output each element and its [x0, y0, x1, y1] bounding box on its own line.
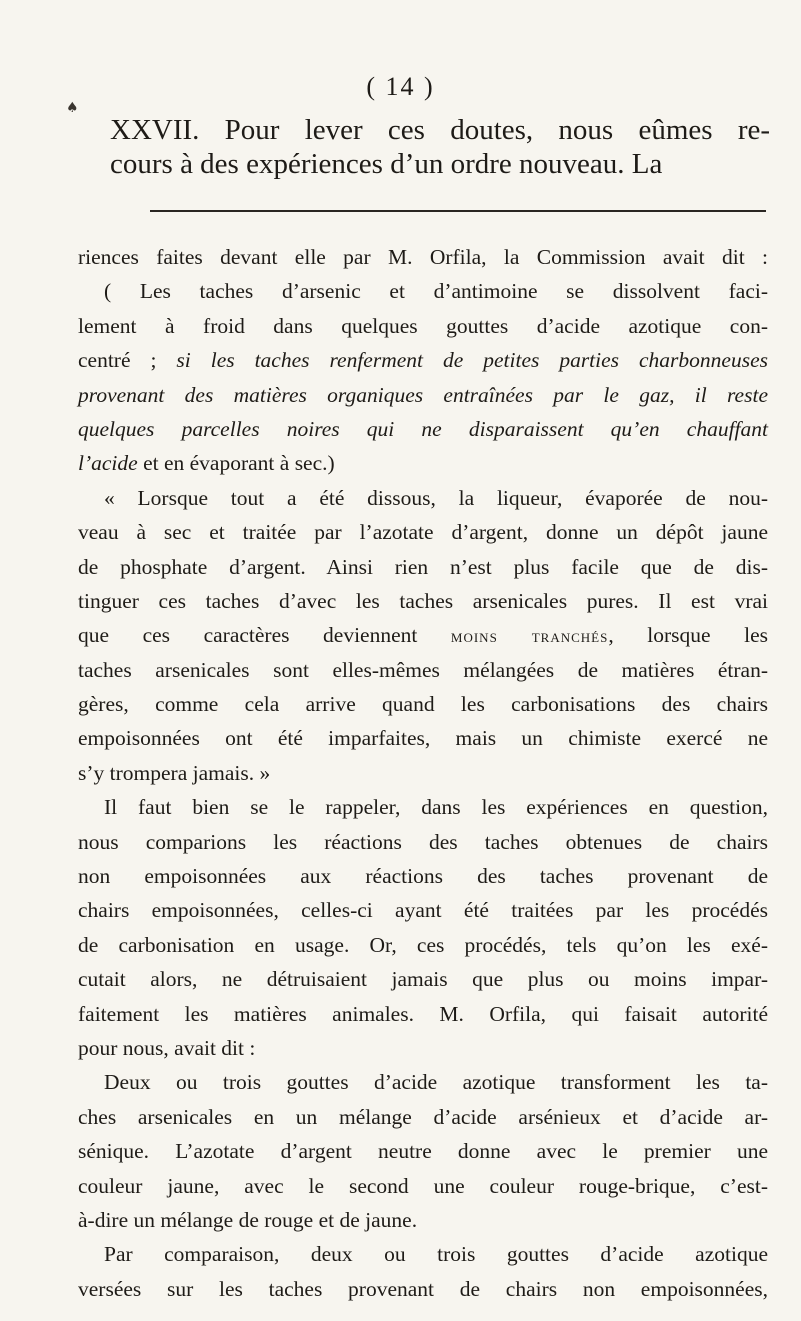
- header-paragraph: [110, 110, 770, 179]
- text-line: nous comparions les réactions des taches obtenues de chairs: [78, 829, 768, 854]
- text-line: de phosphate d’argent. Ainsi rien n’est plus facile que de dis-: [78, 554, 768, 579]
- text-line: sénique. L’azotate d’argent neutre donne avec le premier une: [78, 1139, 768, 1164]
- italic-text-line: provenant des matières organiques entraînées par le gaz, il reste: [78, 382, 768, 407]
- small-caps-span: moins tranchés: [450, 626, 609, 648]
- text-line: lement à froid dans quelques gouttes d’acide azotique con-: [78, 313, 768, 338]
- text-line: faitement les matières animales. M. Orfila, qui faisait autorité: [78, 1001, 768, 1026]
- text-line: tinguer ces taches d’avec les taches arsenicales pures. Il est vrai: [78, 588, 768, 613]
- text-line: ( Les taches d’arsenic et d’antimoine se dissolvent faci-: [104, 279, 768, 304]
- text-line: de carbonisation en usage. Or, ces procédés, tels qu’on les exé-: [78, 932, 768, 957]
- text-line: versées sur les taches provenant de chairs non empoisonnées,: [78, 1276, 768, 1301]
- text-line: cutait alors, ne détruisaient jamais que plus ou moins impar-: [78, 967, 768, 992]
- text-span: , lorsque les: [608, 623, 768, 648]
- page-number: ( 14 ): [366, 72, 435, 101]
- italic-text-span: si les taches renferment de petites parties charbonneuses: [176, 348, 768, 373]
- text-line: [78, 618, 768, 652]
- text-line: Il faut bien se le rappeler, dans les expériences en question,: [104, 795, 768, 820]
- text-line: à-dire un mélange de rouge et de jaune.: [78, 1207, 418, 1232]
- section-divider: [150, 210, 766, 212]
- margin-ink-mark: ♠: [66, 100, 79, 116]
- header-line-1: XXVII. Pour lever ces doutes, nous eûmes re-: [110, 114, 770, 146]
- text-line: [78, 343, 768, 377]
- text-line: gères, comme cela arrive quand les carbonisations des chairs: [78, 692, 768, 717]
- text-span: que ces caractères deviennent: [78, 623, 451, 648]
- text-line: Deux ou trois gouttes d’acide azotique transforment les ta-: [104, 1070, 768, 1095]
- text-line: riences faites devant elle par M. Orfila, la Commission avait dit :: [78, 245, 768, 269]
- text-line: ches arsenicales en un mélange d’acide arsénieux et d’acide ar-: [78, 1104, 768, 1129]
- text-line: s’y trompera jamais. »: [78, 760, 271, 785]
- text-line: chairs empoisonnées, celles-ci ayant été traitées par les procédés: [78, 898, 768, 923]
- text-line: taches arsenicales sont elles-mêmes mélangées de matières étran-: [78, 657, 768, 682]
- italic-text-span: l’acide: [78, 451, 138, 476]
- text-line: pour nous, avait dit :: [78, 1035, 256, 1060]
- text-span: et en évaporant à sec.): [137, 451, 335, 476]
- text-line: non empoisonnées aux réactions des taches provenant de: [78, 864, 768, 889]
- text-line: Par comparaison, deux ou trois gouttes d’acide azotique: [104, 1242, 768, 1267]
- text-line: [78, 446, 768, 480]
- italic-text-line: quelques parcelles noires qui ne disparaissent qu’en chauffant: [78, 416, 768, 441]
- text-line: couleur jaune, avec le second une couleur rouge-brique, c’est-: [78, 1173, 768, 1198]
- header-line-2: cours à des expériences d’un ordre nouveau. La: [110, 148, 663, 181]
- text-line: empoisonnées ont été imparfaites, mais un chimiste exercé ne: [78, 726, 768, 751]
- text-span: centré ;: [78, 348, 177, 373]
- body-text: [78, 240, 768, 1306]
- text-line: veau à sec et traitée par l’azotate d’argent, donne un dépôt jaune: [78, 520, 768, 545]
- text-line: « Lorsque tout a été dissous, la liqueur, évaporée de nou-: [104, 485, 768, 510]
